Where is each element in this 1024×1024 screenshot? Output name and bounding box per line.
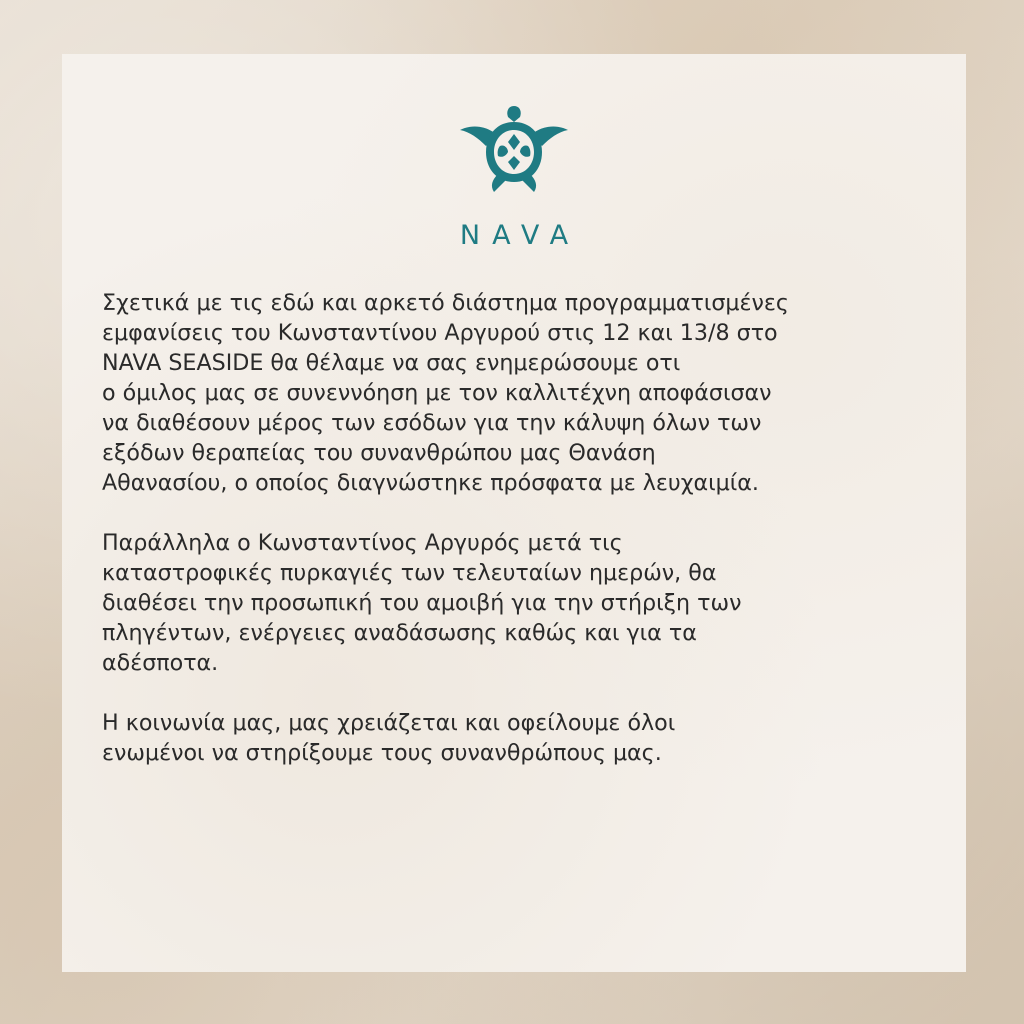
text-line: να διαθέσουν μέρος των εσόδων για την κάλυψη όλων των — [102, 410, 762, 436]
paragraph-2 — [102, 528, 952, 678]
text-line: Παράλληλα ο Κωνσταντίνος Αργυρός μετά τις — [102, 530, 623, 556]
paragraph-1 — [102, 288, 952, 498]
text-line: διαθέσει την προσωπική του αμοιβή για την στήριξη των — [102, 590, 742, 616]
text-line: NAVA SEASIDE θα θέλαμε να σας ενημερώσουμε οτι — [102, 350, 681, 376]
text-line: εμφανίσεις του Κωνσταντίνου Αργυρού στις 12 και 13/8 στο — [102, 320, 778, 346]
text-line: πληγέντων, ενέργειες αναδάσωσης καθώς και για τα — [102, 620, 697, 646]
text-line: ενωμένοι να στηρίξουμε τους συνανθρώπους μας. — [102, 740, 662, 766]
text-line: Αθανασίου, ο οποίος διαγνώστηκε πρόσφατα με λευχαιμία. — [102, 470, 759, 496]
text-line: εξόδων θεραπείας του συνανθρώπου μας Θανάση — [102, 440, 656, 466]
turtle-icon — [456, 100, 572, 196]
text-line: καταστροφικές πυρκαγιές των τελευταίων ημερών, θα — [102, 560, 717, 586]
text-line: αδέσποτα. — [102, 650, 219, 676]
text-line: Σχετικά με τις εδώ και αρκετό διάστημα προγραμματισμένες — [102, 290, 789, 316]
announcement-card — [62, 54, 966, 972]
text-line: Η κοινωνία μας, μας χρειάζεται και οφείλουμε όλοι — [102, 710, 676, 736]
announcement-text — [102, 288, 952, 798]
paragraph-3 — [102, 708, 952, 768]
brand-name: NAVA — [459, 220, 581, 251]
text-line: ο όμιλος μας σε συνεννόηση με τον καλλιτέχνη αποφάσισαν — [102, 380, 772, 406]
